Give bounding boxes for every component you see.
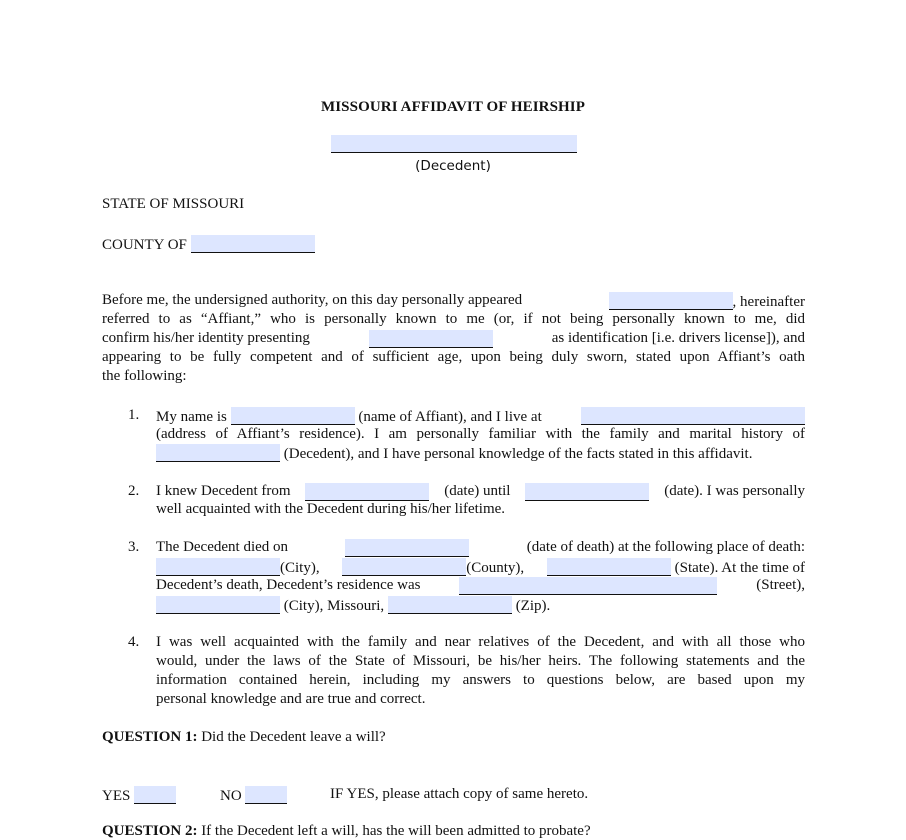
death-city-field[interactable] [156,558,280,576]
knew-from-date-field[interactable] [305,483,429,501]
item-1-line-1 [156,407,805,426]
item-1-text-1a: My name is [156,409,227,425]
question-1-yes [102,786,176,805]
intro-line-1 [102,292,805,311]
item-3-text-3b: (Street), [756,577,805,593]
item-4-line-1: I was well acquainted with the family and near relatives of the Decedent, and with all those who [156,634,805,650]
item-3-text-3a: Decedent’s death, Decedent’s residence was [156,577,421,593]
item-2-number: 2. [128,483,140,499]
death-county-field[interactable] [342,558,466,576]
item-2-text-1b: (date) until [444,483,511,499]
question-1-no [220,786,287,805]
item-3-line-2 [156,558,805,577]
identification-field[interactable] [369,330,493,348]
item-2-line-2: well acquainted with the Decedent during his/her lifetime. [156,501,506,517]
decedent-name-field[interactable] [331,135,577,153]
item-3-text-2c: (State). At the time of [674,560,805,576]
residence-zip-field[interactable] [388,596,512,614]
item-1-line-2: (address of Affiant’s residence). I am personally familiar with the family and marital history of [156,426,805,442]
item-1-text-1b: (name of Affiant), and I live at [358,409,542,425]
question-2-text: If the Decedent left a will, has the will been admitted to probate? [201,823,591,839]
no-field[interactable] [245,786,287,804]
knew-until-date-field[interactable] [525,483,649,501]
item-3-line-1 [156,539,805,557]
document-title: MISSOURI AFFIDAVIT OF HEIRSHIP [320,99,586,115]
intro-text-1b: , hereinafter [732,294,805,310]
item-3-number: 3. [128,539,140,555]
intro-text-3a: confirm his/her identity presenting [102,330,310,346]
county-label: COUNTY OF [102,237,187,253]
county-line [102,235,315,254]
intro-line-3 [102,330,805,348]
item-1-text-3: (Decedent), and I have personal knowledge of the facts stated in this affidavit. [283,446,753,462]
item-4-line-2: would, under the laws of the State of Missouri, be his/her heirs. The following statements and the [156,653,805,669]
no-label: NO [220,788,242,804]
death-state-field[interactable] [547,558,671,576]
intro-line-5: the following: [102,368,187,384]
question-1-label: QUESTION 1: [102,729,198,745]
question-1 [102,729,386,746]
affiant-address-field[interactable] [581,407,805,425]
item-3-text-1b: (date of death) at the following place of death: [526,539,805,555]
item-4-line-4: personal knowledge and are true and correct. [156,691,426,707]
item-1-line-3 [156,444,752,463]
item-4-line-3: information contained herein, including my answers to questions below, are based upon my [156,672,805,688]
item-3-text-2b: (County), [466,560,525,576]
item-3-text-4b: (Zip). [515,598,551,614]
decedent-name-field-2[interactable] [156,444,280,462]
yes-field[interactable] [134,786,176,804]
intro-line-4: appearing to be fully competent and of sufficient age, upon being duly sworn, stated upon Affiant’s oath [102,349,805,365]
item-3-line-4 [156,596,550,615]
question-1-text: Did the Decedent leave a will? [201,729,386,745]
affiant-name-field[interactable] [231,407,355,425]
item-3-line-3 [156,577,805,595]
yes-label: YES [102,788,131,804]
intro-text-1a: Before me, the undersigned authority, on this day personally appeared [102,292,523,308]
item-2-text-1a: I knew Decedent from [156,483,291,499]
residence-street-field[interactable] [459,577,717,595]
item-1-number: 1. [128,407,140,423]
residence-city-field[interactable] [156,596,280,614]
county-field[interactable] [191,235,315,253]
question-2-label: QUESTION 2: [102,823,198,839]
item-3-text-2a: (City), [280,560,320,576]
item-2-text-1c: (date). I was personally [664,483,805,499]
intro-text-3b: as identification [i.e. drivers license]), and [551,330,805,346]
state-line: STATE OF MISSOURI [102,196,245,212]
affiant-appeared-field[interactable] [609,292,733,310]
question-2 [102,823,591,840]
question-1-note: IF YES, please attach copy of same hereto. [330,786,589,802]
date-of-death-field[interactable] [345,539,469,557]
intro-line-2: referred to as “Affiant,” who is personally known to me (or, if not being personally known to me, did [102,311,805,327]
item-3-text-4a: (City), Missouri, [283,598,385,614]
item-3-text-1a: The Decedent died on [156,539,289,555]
decedent-caption: (Decedent) [415,158,491,174]
item-2-line-1 [156,483,805,501]
item-4-number: 4. [128,634,140,650]
